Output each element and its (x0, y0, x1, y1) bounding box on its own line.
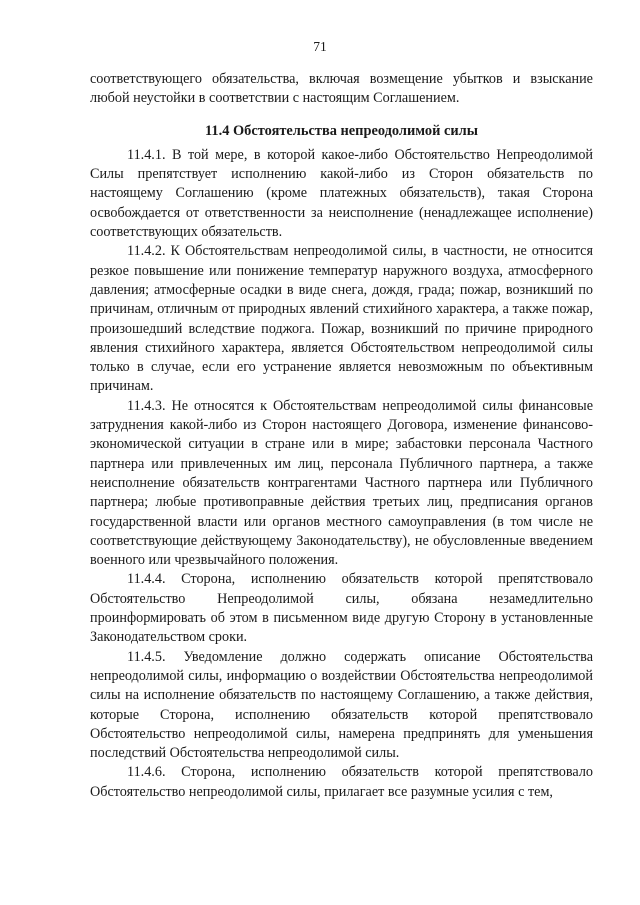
paragraph-11-4-3: 11.4.3. Не относятся к Обстоятельствам непреодолимой силы финансовые затруднения какой-либо из Сторон настоящего Договора, изменение финансово-экономической ситуации в стране или в мире; забастовки персонала Частного партнера или привлеченных им лиц, персонала Публичного партнера, а также неисполнение обязательств контрагентами Частного партнера или Публичного партнера; любые противоправные действия третьих лиц, предписания органов государственной власти или органов местного самоуправления (в том числе не соответствующие действующему Законодательству), не обусловленные введением военного или чрезвычайного положения. (90, 397, 593, 569)
section-heading: 11.4 Обстоятельства непреодолимой силы (205, 122, 478, 139)
paragraph-11-4-5: 11.4.5. Уведомление должно содержать описание Обстоятельства непреодолимой силы, информацию о воздействии Обстоятельства непреодолимой силы на исполнение обязательств по настоящему Соглашению, а также действия, которые Сторона, исполнению обязательств которой препятствовало Обстоятельство непреодолимой силы, намерена предпринять для уменьшения последствий Обстоятельства непреодолимой силы. (90, 648, 593, 762)
paragraph-11-4-4: 11.4.4. Сторона, исполнению обязательств которой препятствовало Обстоятельство Непреодолимой силы, обязана незамедлительно проинформировать об этом в письменном виде другую Сторону в установленные Законодательством сроки. (90, 571, 593, 646)
page-number: 71 (313, 39, 327, 54)
paragraph-11-4-6: 11.4.6. Сторона, исполнению обязательств которой препятствовало Обстоятельство непреодолимой силы, прилагает все разумные усилия с тем, (90, 764, 593, 800)
paragraph-11-4-1: 11.4.1. В той мере, в которой какое-либо Обстоятельство Непреодолимой Силы препятствует исполнению какой-либо из Сторон обязательств по настоящему Соглашению (кроме платежных обязательств), такая Сторона освобождается от ответственности за неисполнение (ненадлежащее исполнение) соответствующих обязательств. (90, 146, 593, 241)
document-body (90, 70, 593, 802)
intro-paragraph: соответствующего обязательства, включая возмещение убытков и взыскание любой неустойки в соответствии с настоящим Соглашением. (90, 71, 593, 107)
paragraph-11-4-2: 11.4.2. К Обстоятельствам непреодолимой силы, в частности, не относится резкое повышение или понижение температур наружного воздуха, атмосферного давления; атмосферные осадки в виде снега, дождя, града; пожар, возникший по причинам, отличным от природных явлений стихийного характера, а также пожар, произошедший вследствие поджога. Пожар, возникший по причине природного явления стихийного характера, является Обстоятельством непреодолимой силы только в случае, если его устранение является невозможным по объективным причинам. (90, 243, 593, 395)
